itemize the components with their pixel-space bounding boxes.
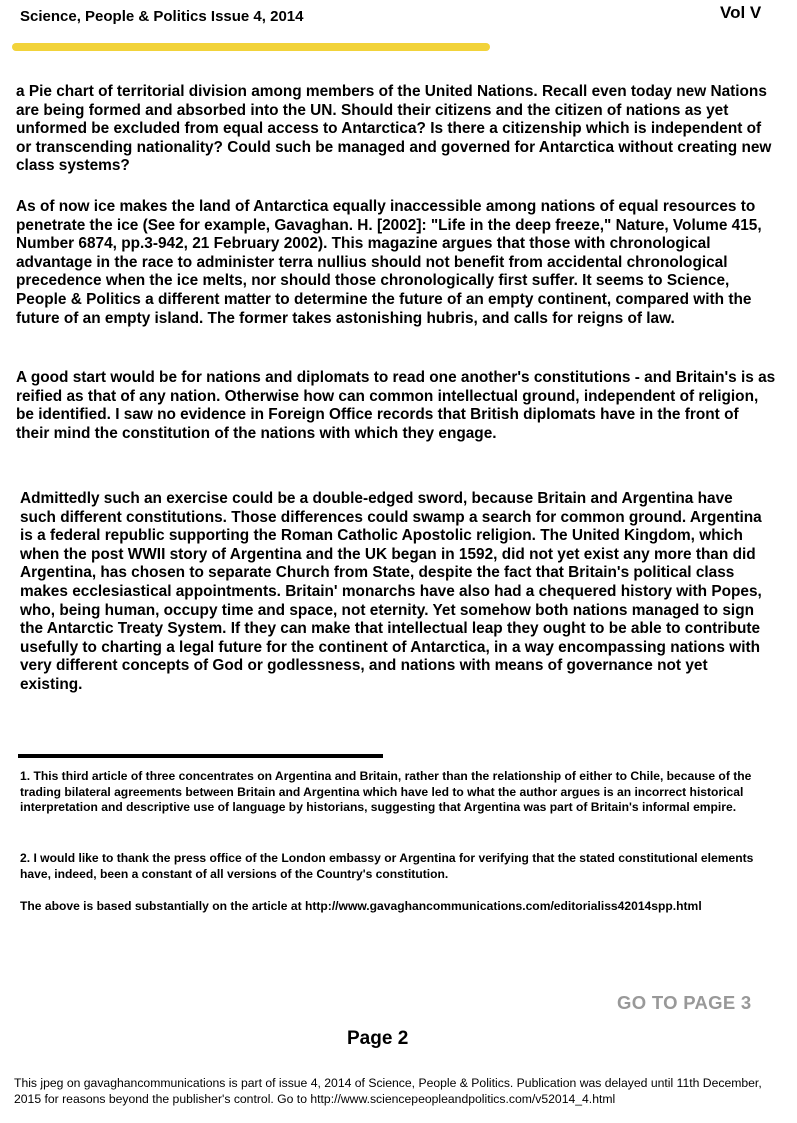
body-paragraph-1: a Pie chart of territorial division among members of the United Nations. Recall even today new Nations are being formed and absorbed into the UN. Should their citizens and the citizen of nations as yet unformed be excluded from equal access to Antarctica? Is there a citizenship which is independent of or transcending nationality? Could such be managed and governed for Antarctica without creating new class systems? [16, 83, 772, 175]
issue-title: Science, People & Politics Issue 4, 2014 [20, 8, 304, 25]
go-to-next-page-link[interactable]: GO TO PAGE 3 [617, 992, 752, 1013]
footnote-divider [18, 754, 383, 758]
body-paragraph-4: Admittedly such an exercise could be a double-edged sword, because Britain and Argentina have such different constitutions. Those differences could swamp a search for common ground. Argentina is a federal republic supporting the Roman Catholic Apostolic religion. The United Kingdom, which when the post WWII story of Argentina and the UK began in 1592, did not yet exist any more than did Argentina, has chosen to separate Church from State, despite the fact that Britain's political class makes ecclesiastical appointments. Britain' monarchs have also had a chequered history with Popes, who, being human, occupy time and space, not eternity. Yet somehow both nations managed to sign the Antarctic Treaty System. If they can make that intellectual leap they ought to be able to contribute usefully to charting a legal future for the continent of Antarctica, in a way encompassing nations with very different concepts of God or godlessness, and nations with means of governance not yet existing. [20, 490, 762, 693]
page-number: Page 2 [347, 1028, 409, 1049]
body-paragraph-2: As of now ice makes the land of Antarctica equally inaccessible among nations of equal resources to penetrate the ice (See for example, Gavaghan. H. [2002]: "Life in the deep freeze," Nature, Volume 415, Number 6874, pp.3-942, 21 February 2002). This magazine argues that those with chronological advantage in the race to administer terra nullius should not benefit from accidental chronological precedence when the ice melts, nor should those chronologically first suffer. It seems to Science, People & Politics a different matter to determine the future of an empty continent, compared with the future of an empty island. The former takes astonishing hubris, and calls for reigns of law. [16, 198, 762, 327]
publication-notice: This jpeg on gavaghancommunications is part of issue 4, 2014 of Science, People & Politics. Publication was delayed until 11th December, 2015 for reasons beyond the publisher's control. Go to http://www.sciencepeopleandpolitics.com/v52014_4.html [14, 1076, 762, 1106]
footnote-2: 2. I would like to thank the press office of the London embassy or Argentina for verifying that the stated constitutional elements have, indeed, been a constant of all versions of the Country's constitution. [20, 851, 754, 881]
volume-label: Vol V [720, 3, 762, 22]
header-accent-bar [12, 43, 490, 51]
footnote-1: 1. This third article of three concentrates on Argentina and Britain, rather than the relationship of either to Chile, because of the trading bilateral agreements between Britain and Argentina which have led to what the author argues is an incorrect historical interpretation and descriptive use of language by historians, suggesting that Argentina was part of Britain's informal empire. [20, 769, 752, 815]
source-note: The above is based substantially on the article at http://www.gavaghancommunications.com/editorialiss42014spp.html [20, 899, 702, 913]
body-paragraph-3: A good start would be for nations and diplomats to read one another's constitutions - and Britain's is as reified as that of any nation. Otherwise how can common intellectual ground, independent of religion, be identified. I saw no evidence in Foreign Office records that British diplomats have in the front of their mind the constitution of the nations with which they engage. [16, 369, 776, 442]
